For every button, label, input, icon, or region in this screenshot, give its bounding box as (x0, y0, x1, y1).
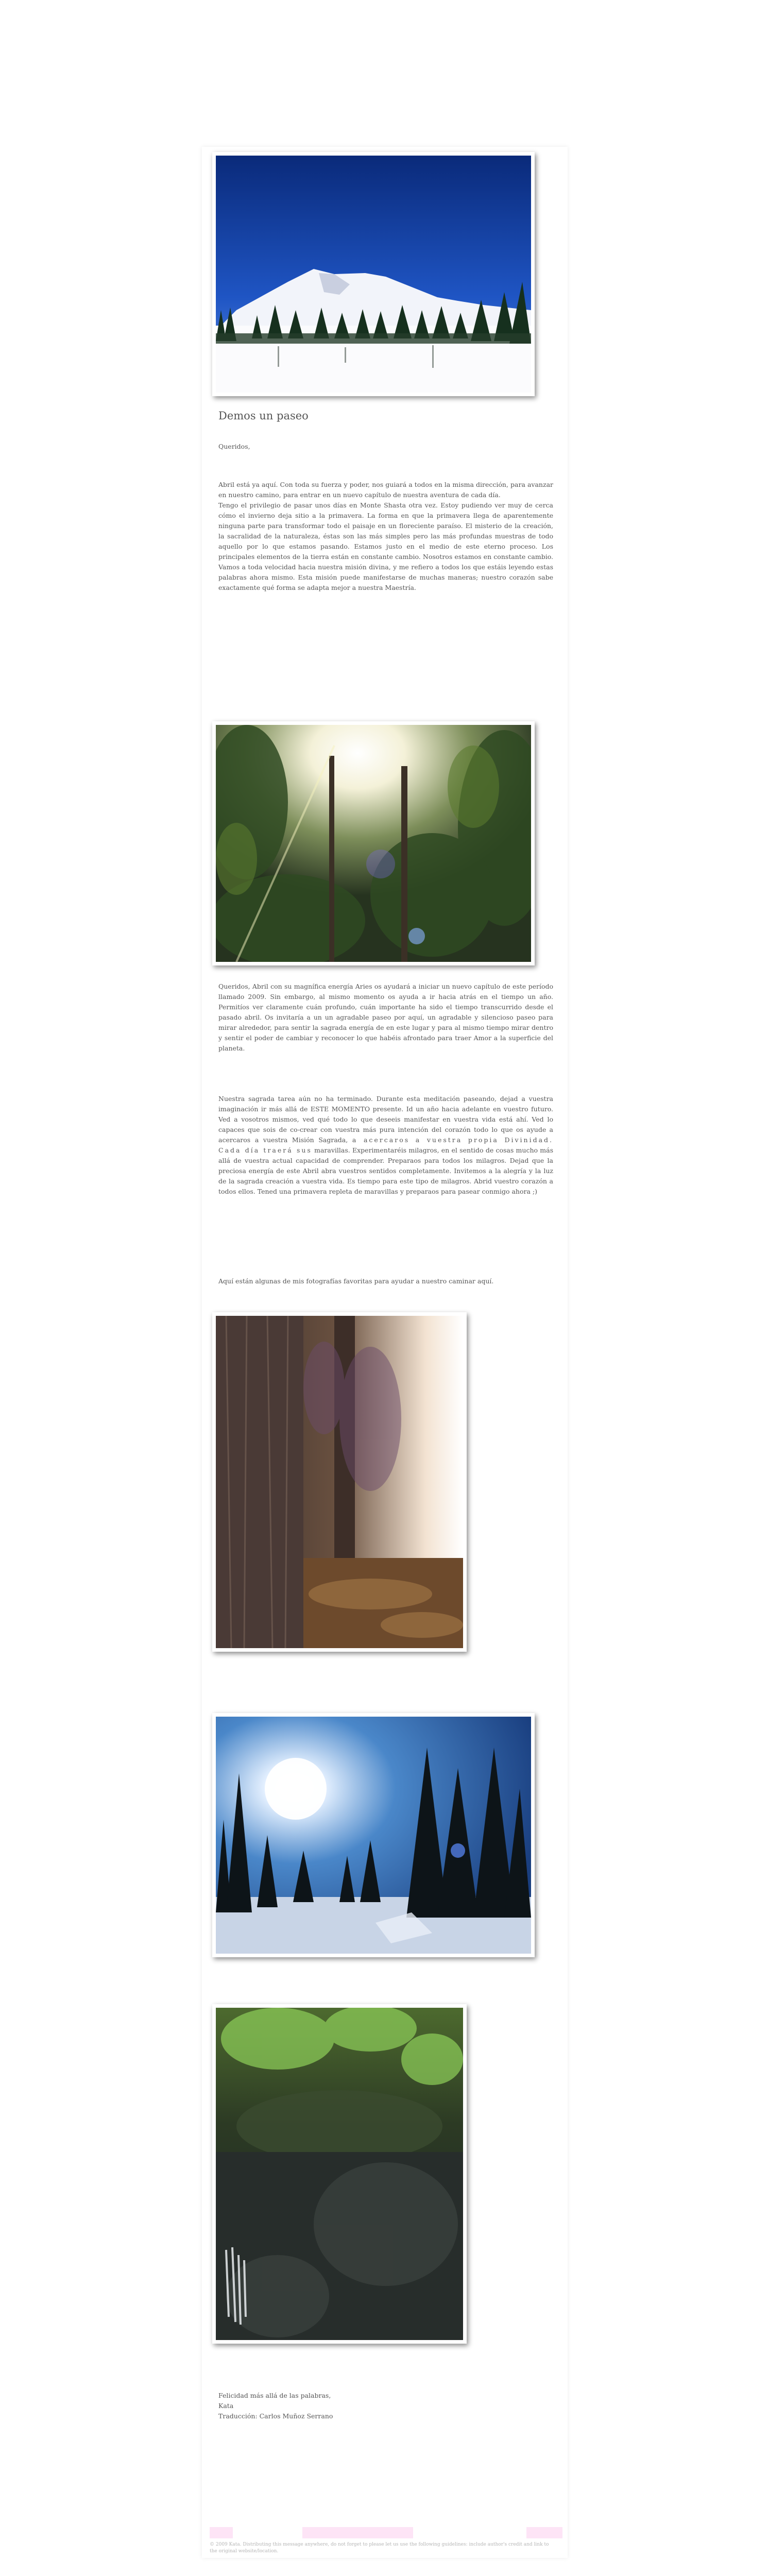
signoff-line-1: Felicidad más allá de las palabras, (218, 2392, 331, 2399)
footer-block (302, 2527, 413, 2538)
paragraph-3b: maravillas. Experimentaréis milagros, en el sentido de cosas mucho más allá de vuestra actual capacidad de comprender. Preparaos para todos los milagros. Dejad que la preciosa energía de este Abril abra vuestros sentidos completamente. Invitemos a la alegría y la luz de la sagrada creación a vuestra vida. Es tiempo para este tipo de milagros. Abrid vuestro corazón a todos ellos. Tened una primavera repleta de maravillas y preparaos para pasear conmigo ahora ;) (218, 1146, 553, 1195)
paragraph-3 (218, 1094, 553, 1197)
photo-mountain-frame (212, 152, 535, 396)
post-page (202, 147, 568, 2558)
signoff (218, 2391, 553, 2421)
footer-block (210, 2527, 233, 2538)
paragraph-2: Queridos, Abril con su magnífica energía Aries os ayudará a iniciar un nuevo capítulo de este período llamado 2009. Sin embargo, al mismo momento os ayuda a ir hacia atrás en el tiempo un año. Permitíos ver claramente cuán profundo, cuán importante ha sido el tiempo transcurrido desde el pasado abril. Os invitaría a un un agradable paseo por aquí, un agradable y silencioso paseo para mirar alrededor, para sentir la sagrada energía de en este lugar y para al mismo tiempo mirar dentro y sentir el poder de cambiar y reconocer lo que habéis afrontado para traer Amor a la superficie del planeta. (218, 982, 553, 1052)
photos-intro: Aquí están algunas de mis fotografías favoritas para ayudar a nuestro caminar aquí. (218, 1277, 494, 1285)
paragraph-1b: Tengo el privilegio de pasar unos días en Monte Shasta otra vez. Estoy pudiendo ver muy de cerca cómo el invierno deja sitio a la primavera. La forma en que la primavera llega de aparentemente ninguna parte para transformar todo el paisaje en un floreciente paraíso. El misterio de la creación, la sacralidad de la naturaleza, éstas son las más simples pero las más profundas muestras de todo aquello por lo que estamos pasando. Estamos justo en el medio de este eterno proceso. Los principales elementos de la tierra están en constante cambio. Nosotros estamos en constante cambio. Vamos a toda velocidad hacia nuestra misión divina, y me refiero a todos los que estáis leyendo estas palabras ahora mismo. Esta misión puede manifestarse de muchas maneras; nuestro corazón sabe exactamente qué forma se adapta mejor a nuestra Maestría. (218, 501, 553, 591)
paragraph-3-spaced: a acercaros a vuestra propia Divinidad. Cada día traerá sus (218, 1136, 554, 1154)
post-title: Demos un paseo (218, 410, 309, 422)
footer-block (526, 2527, 562, 2538)
photo-waterfall (216, 2008, 463, 2340)
paragraph-3a: Nuestra sagrada tarea aún no ha terminado. Durante esta meditación paseando, dejad a vuestra imaginación ir más allá de ESTE MOMENTO presente. Id un año hacia adelante en vuestro futuro. Ved a vosotros mismos, ved qué todo lo que deseeis manifestar en vuestra vida está ahí. Ved lo capaces que sois de co-crear con vuestra más pura intención del corazón todo lo que os ayude a acercaros a vuestra Misión Sagrada, (218, 1095, 553, 1144)
footer-note: © 2009 Kata. Distributing this message anywhere, do not forget to please let us use the following guidelines: include author's credit and link to the original website/location. (210, 2542, 549, 2554)
signoff-author: Kata (218, 2402, 234, 2410)
paragraph-1 (218, 480, 553, 593)
photo-forest (216, 725, 531, 962)
footer-bar (210, 2527, 562, 2538)
photo-snow-sun-frame (212, 1713, 535, 1957)
photo-trunk (216, 1316, 463, 1648)
photo-mountain (216, 156, 531, 393)
photo-trunk-frame (212, 1312, 467, 1652)
greeting: Queridos, (218, 443, 250, 450)
photo-forest-frame (212, 721, 535, 965)
signoff-translator: Traducción: Carlos Muñoz Serrano (218, 2412, 333, 2420)
photo-waterfall-frame (212, 2004, 467, 2344)
photo-snow-sun (216, 1717, 531, 1954)
paragraph-1a: Abril está ya aquí. Con toda su fuerza y poder, nos guiará a todos en la misma dirección, para avanzar en nuestro camino, para entrar en un nuevo capítulo de nuestra aventura de cada día. (218, 481, 553, 499)
